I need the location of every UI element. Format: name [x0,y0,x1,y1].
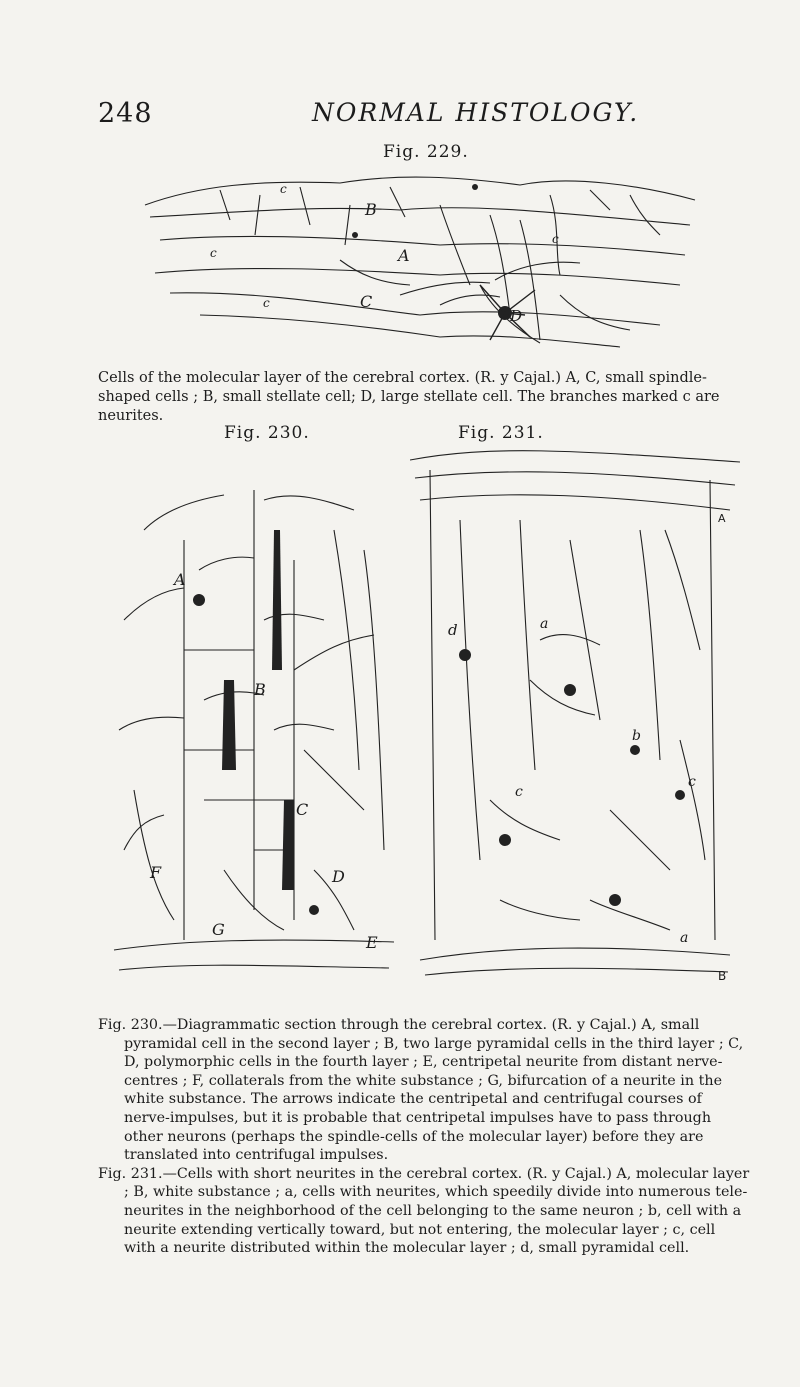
fig-229-letter-c: c [552,232,559,246]
fig-231-letter-b: b [632,728,641,744]
fig-231-illustration [410,440,740,990]
running-title: NORMAL HISTOLOGY. [312,98,640,127]
fig-230-letter-F: F [150,863,162,882]
fig-230-letter-D: D [332,867,345,886]
fig-231-letter-a: a [680,930,689,946]
fig-230-letter-E: E [366,933,378,952]
fig-230-letter-C: C [296,800,309,819]
fig-231-letter-a: a [540,616,549,632]
fig-230-illustration [104,470,404,990]
fig-231-label: Fig. 231. [458,423,544,443]
fig-230-letter-A: A [174,570,186,589]
fig-231-caption: Fig. 231.—Cells with short neurites in the cerebral cortex. (R. y Cajal.) A, molecular layer ; B, white substance ; a, cells with neurites, which speedily divide into numerous tele-neurites in the neighborhood of the cell belonging to the same neuron ; b, cell with a neurite extending vertically toward, but not entering, the molecular layer ; c, cell with a neurite distributed within the molecular layer ; d, small pyramidal cell. [98,1165,750,1257]
fig-229-letter-c: c [263,296,270,310]
fig-231-letter-c: c [515,784,523,800]
fig-229-letter-C: C [360,292,373,311]
fig-229-label: Fig. 229. [383,142,469,162]
fig-229-letter-c: c [280,182,287,196]
fig-229-caption: Cells of the molecular layer of the cerebral cortex. (R. y Cajal.) A, C, small spindle-shaped cells ; B, small stellate cell; D, large stellate cell. The branches marked c are neurites. [98,370,720,424]
fig-229-illustration [140,165,700,365]
fig-230-letter-B: B [254,680,266,699]
fig-229-letter-A: A [398,246,410,265]
fig-230-caption: Fig. 230.—Diagrammatic section through the cerebral cortex. (R. y Cajal.) A, small pyramidal cell in the second layer ; B, two large pyramidal cells in the third layer ; C, D, polymorphic cells in the fourth layer ; E, centripetal neurite from distant nerve-centres ; F, collaterals from the white substance ; G, bifurcation of a neurite in the white substance. The arrows indicate the centripetal and centrifugal courses of nerve-impulses, but it is probable that centripetal impulses have to pass through other neurons (perhaps the spindle-cells of the molecular layer) before they are translated into centrifugal impulses. [98,1017,744,1164]
fig-231-letter-A: A [718,512,726,525]
fig-231-letter-d: d [448,621,458,639]
page-number: 248 [98,98,153,129]
fig-231-letter-c: c [688,774,696,790]
figure-captions [98,1016,750,1258]
fig-229-letter-D: D [510,307,523,325]
fig-229-letter-B: B [365,200,377,219]
fig-229-letter-c: c [210,246,217,260]
fig-231-letter-B: B [718,969,727,983]
fig-230-label: Fig. 230. [224,423,310,443]
fig-230-letter-G: G [212,920,225,939]
